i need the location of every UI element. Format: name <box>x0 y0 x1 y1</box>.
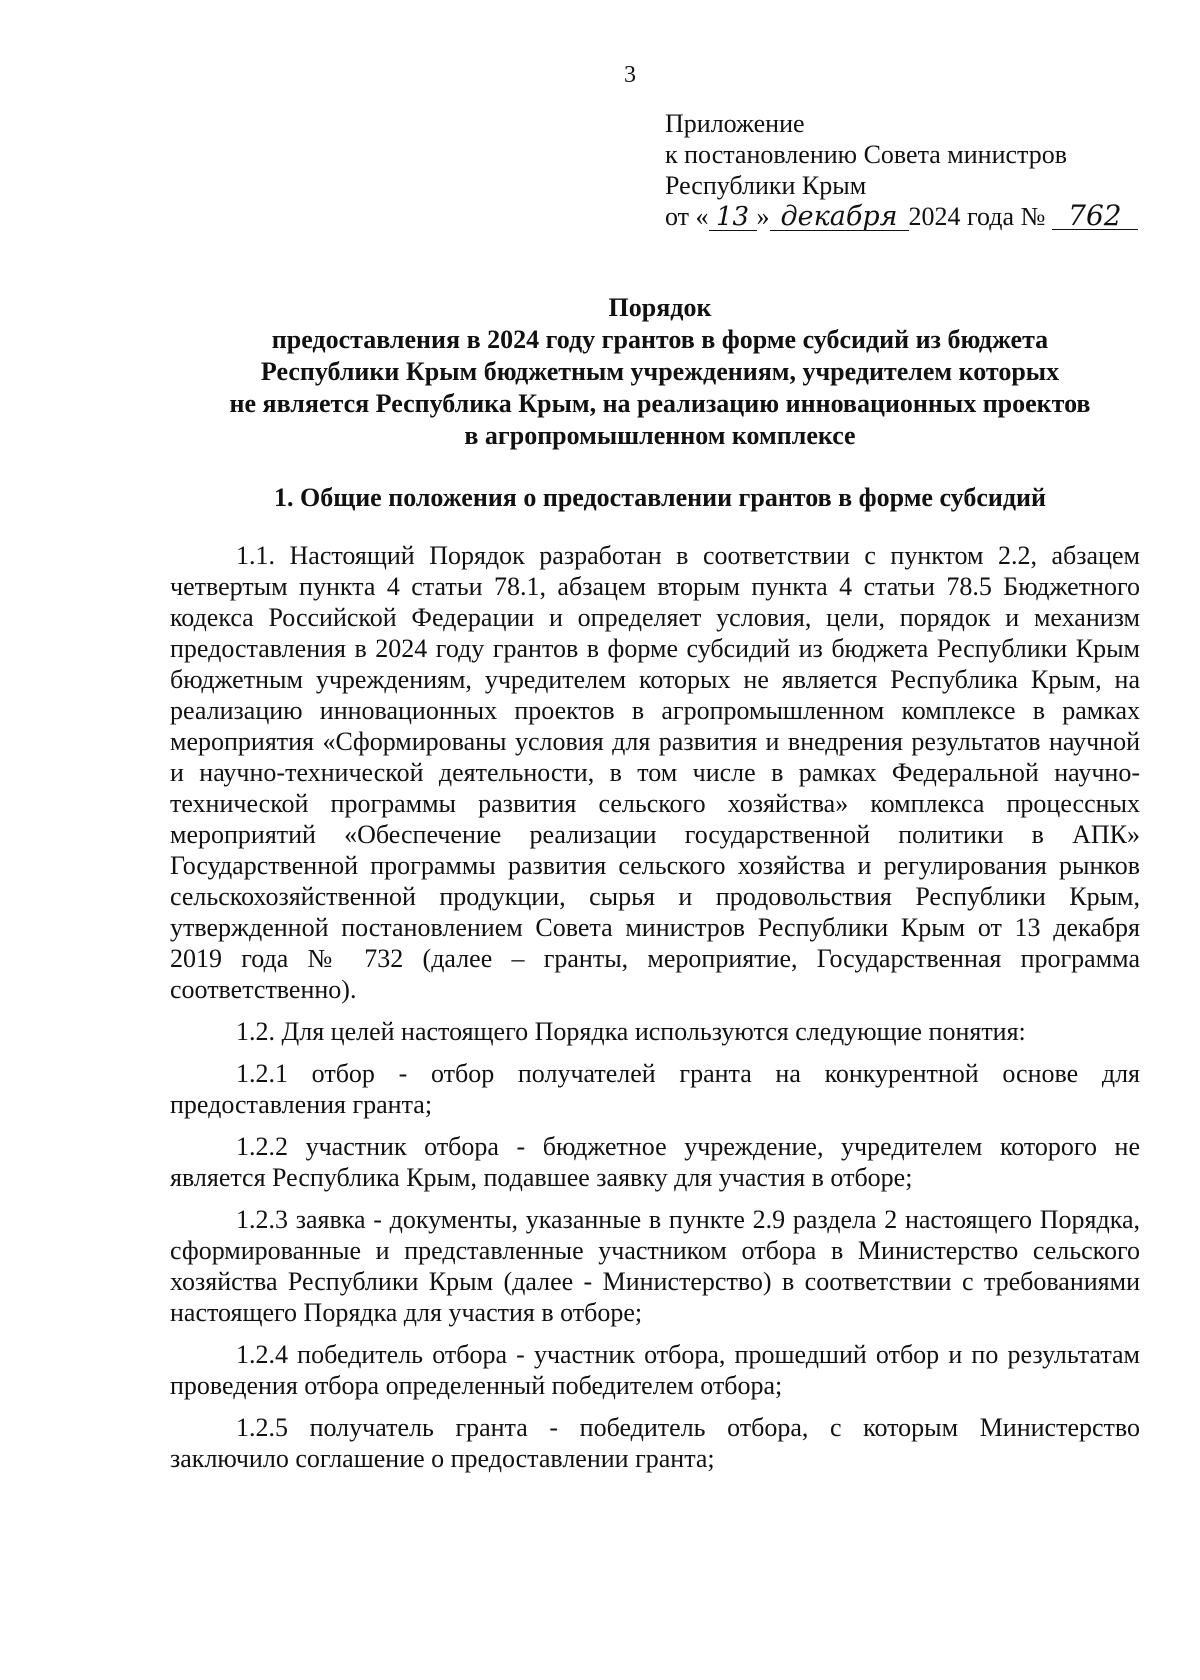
section-heading: 1. Общие положения о предоставлении грантов в форме субсидий <box>274 483 1046 512</box>
page-number: 3 <box>624 62 636 88</box>
year-text: 2024 года № <box>908 202 1046 231</box>
title-line-1: Порядок <box>608 293 712 322</box>
appendix-resolution: к постановлению Совета министров <box>665 140 1067 169</box>
paragraph-1-2: 1.2. Для целей настоящего Порядка используются следующие понятия: <box>236 1017 1026 1046</box>
paragraph-1-2-3: 1.2.3 заявка - документы, указанные в пункте 2.9 раздела 2 настоящего Порядка, сформированные и представленные участником отбора в Министерство сельского хозяйства Республики Крым (далее - Министерство) в соответствии с требованиями настоящего Порядка для участия в отборе; <box>170 1205 1140 1327</box>
appendix-republic: Республики Крым <box>665 171 867 200</box>
handwritten-number: 762 <box>1052 203 1138 230</box>
paragraph-1-2-1: 1.2.1 отбор - отбор получателей гранта на конкурентной основе для предоставления гранта; <box>170 1059 1140 1119</box>
handwritten-day: 13 <box>709 204 757 231</box>
section-body <box>170 540 1140 1485</box>
paragraph-1-2-2: 1.2.2 участник отбора - бюджетное учреждение, учредителем которого не является Республика Крым, подавшее заявку для участия в отборе; <box>170 1132 1140 1192</box>
appendix-date-line <box>665 201 1138 232</box>
title-line-4: не является Республика Крым, на реализацию инновационных проектов <box>229 389 1091 418</box>
document-title <box>160 292 1160 452</box>
date-mid: » <box>756 202 770 231</box>
date-prefix: от « <box>665 202 709 231</box>
paragraph-1-1: 1.1. Настоящий Порядок разработан в соответствии с пунктом 2.2, абзацем четвертым пункта 4 статьи 78.1, абзацем вторым пункта 4 статьи 78.5 Бюджетного кодекса Российской Федерации и определяет условия, цели, порядок и механизм предоставления в 2024 году грантов в форме субсидий из бюджета Республики Крым бюджетным учреждениям, учредителем которых не является Республика Крым, на реализацию инновационных проектов в агропромышленном комплексе в рамках мероприятия «Сформированы условия для развития и внедрения результатов научной и научно-технической деятельности, в том числе в рамках Федеральной научно-технической программы развития сельского хозяйства» комплекса процессных мероприятий «Обеспечение реализации государственной политики в АПК» Государственной программы развития сельского хозяйства и регулирования рынков сельскохозяйственной продукции, сырья и продовольствия Республики Крым, утвержденной постановлением Совета министров Республики Крым от 13 декабря 2019 года № 732 (далее – гранты, мероприятие, Государственная программа соответственно). <box>170 541 1140 1004</box>
title-line-3: Республики Крым бюджетным учреждениям, учредителем которых <box>260 357 1060 386</box>
paragraph-1-2-4: 1.2.4 победитель отбора - участник отбора, прошедший отбор и по результатам проведения отбора определенный победителем отбора; <box>170 1340 1140 1400</box>
appendix-title: Приложение <box>665 109 805 138</box>
appendix-block <box>665 108 1138 232</box>
paragraph-1-2-5: 1.2.5 получатель гранта - победитель отбора, с которым Министерство заключило соглашение о предоставлении гранта; <box>170 1413 1140 1473</box>
title-line-2: предоставления в 2024 году грантов в форме субсидий из бюджета <box>271 325 1049 354</box>
title-line-5: в агропромышленном комплексе <box>464 421 856 450</box>
handwritten-month: декабря <box>770 204 909 231</box>
